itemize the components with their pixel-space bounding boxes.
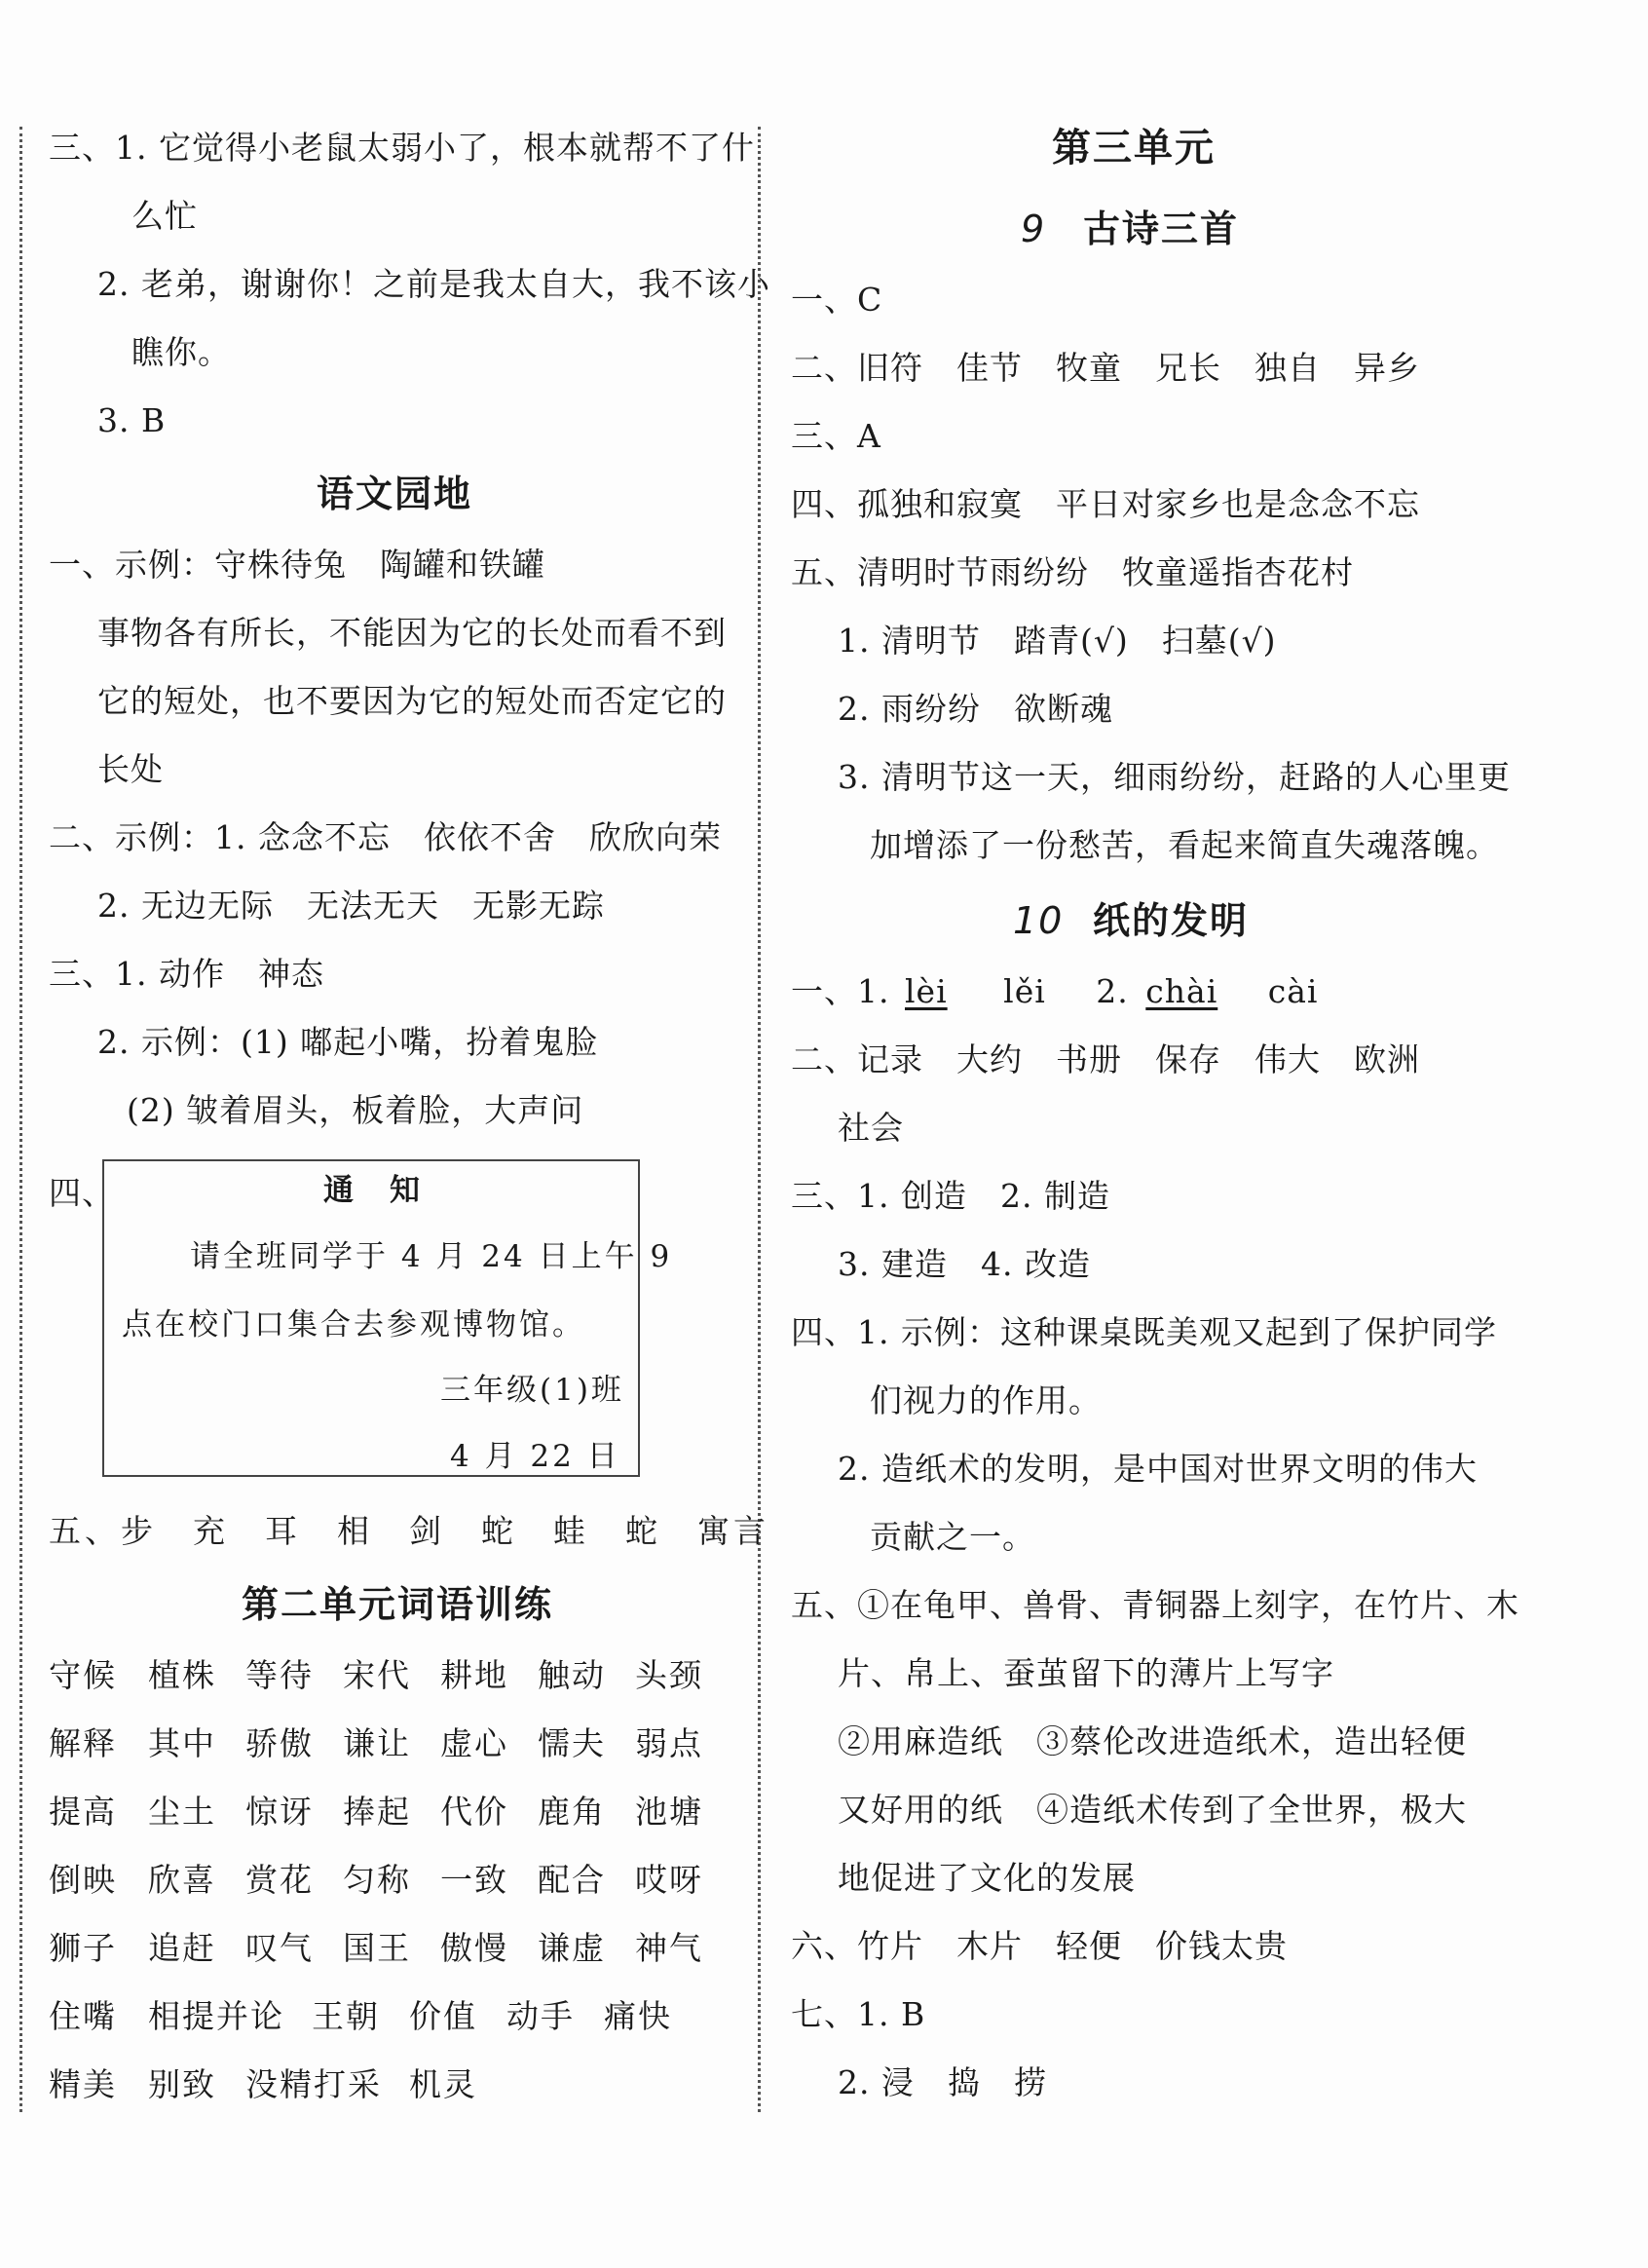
answer-line: 五、①在龟甲、兽骨、青铜器上刻字，在竹片、木: [791, 1586, 1519, 1624]
answer-line: 2. 雨纷纷 欲断魂: [838, 690, 1113, 728]
word-item: 懦夫: [538, 1724, 606, 1762]
word-item: 别致: [148, 2065, 216, 2103]
word-item: 惊讶: [245, 1793, 314, 1831]
answer-line: 五、步 充 耳 相 剑 蛇 蛙 蛇 寓言: [49, 1512, 769, 1550]
answer-line: 2. 无边无际 无法无天 无影无踪: [97, 887, 605, 925]
column-divider: [758, 127, 761, 2112]
word-item: 哎呀: [635, 1861, 703, 1899]
word-item: 谦虚: [538, 1929, 606, 1967]
answer-line: 长处: [97, 750, 164, 788]
answer-line: 3. B: [97, 401, 167, 439]
word-item: 代价: [440, 1793, 508, 1831]
notice-signer: 三年级(1)班: [440, 1373, 624, 1408]
word-item: 解释: [49, 1724, 117, 1762]
word-item: 谦让: [343, 1724, 411, 1762]
answer-line: 二、示例：1. 念念不忘 依依不舍 欣欣向荣: [49, 818, 722, 856]
answer-line: 3. 清明节这一天，细雨纷纷，赶路的人心里更: [838, 758, 1511, 796]
answer-line: 2. 老弟，谢谢你！之前是我太自大，我不该小: [97, 265, 770, 303]
answer-line: 3. 建造 4. 改造: [838, 1245, 1091, 1283]
notice-title: 通 知: [323, 1173, 423, 1208]
answer-line: 片、帛上、蚕茧留下的薄片上写字: [838, 1654, 1334, 1692]
word-item: 没精打采: [245, 2065, 382, 2103]
notice-box: [102, 1159, 673, 1477]
word-item: 捧起: [343, 1793, 411, 1831]
answer-line: 二、记录 大约 书册 保存 伟大 欧洲: [791, 1040, 1420, 1078]
section-heading: 语文园地: [317, 472, 473, 515]
word-item: 等待: [245, 1656, 314, 1694]
word-item: 尘土: [148, 1793, 216, 1831]
word-item: 提高: [49, 1793, 117, 1831]
pinyin-prefix: 2.: [1096, 972, 1129, 1010]
word-item: 住嘴: [49, 1997, 117, 2035]
answer-line: 四、: [49, 1174, 115, 1212]
pinyin-option: lěi: [1003, 972, 1046, 1010]
word-item: 骄傲: [245, 1724, 314, 1762]
word-item: 动手: [506, 1997, 575, 2035]
answer-line: 三、1. 创造 2. 制造: [791, 1177, 1110, 1215]
word-item: 倒映: [49, 1861, 117, 1899]
answer-line: 一、C: [791, 281, 883, 319]
pinyin-line: [791, 972, 1318, 1011]
word-item: 欣喜: [148, 1861, 216, 1899]
answer-line: 社会: [838, 1109, 904, 1147]
word-item: 鹿角: [538, 1793, 606, 1831]
answer-line: 们视力的作用。: [870, 1381, 1102, 1419]
notice-body: 点在校门口集合去参观博物馆。: [122, 1307, 585, 1342]
answer-line: 一、示例：守株待兔 陶罐和铁罐: [49, 546, 545, 584]
word-item: 植株: [148, 1656, 216, 1694]
answer-line: 又好用的纸 ④造纸术传到了全世界，极大: [838, 1791, 1467, 1829]
word-item: 机灵: [409, 2065, 477, 2103]
answer-line: 三、1. 动作 神态: [49, 955, 324, 993]
word-item: 神气: [635, 1929, 703, 1967]
unit-title: 第三单元: [1052, 126, 1216, 170]
notice-date: 4 月 22 日: [450, 1439, 620, 1474]
answer-line: 四、孤独和寂寞 平日对家乡也是念念不忘: [791, 485, 1420, 523]
word-item: 一致: [440, 1861, 508, 1899]
answer-line: 1. 清明节 踏青(√) 扫墓(√): [838, 622, 1277, 660]
answer-line: 地促进了文化的发展: [838, 1859, 1136, 1897]
answer-line: 六、竹片 木片 轻便 价钱太贵: [791, 1927, 1288, 1965]
word-item: 守候: [49, 1656, 117, 1694]
word-item: 弱点: [635, 1724, 703, 1762]
word-item: 池塘: [635, 1793, 703, 1831]
word-item: 狮子: [49, 1929, 117, 1967]
word-item: 触动: [538, 1656, 606, 1694]
word-item: 相提并论: [148, 1997, 284, 2035]
column-divider: [19, 127, 22, 2112]
answer-line: 三、A: [791, 417, 881, 455]
answer-line: 贡献之一。: [870, 1518, 1035, 1556]
pinyin-prefix: 一、1.: [791, 972, 890, 1010]
answer-line: 三、1. 它觉得小老鼠太弱小了，根本就帮不了什: [49, 129, 755, 167]
answer-line: 事物各有所长，不能因为它的长处而看不到: [97, 614, 727, 652]
word-item: 傲慢: [440, 1929, 508, 1967]
word-item: 虚心: [440, 1724, 508, 1762]
answer-line: (2) 皱着眉头，板着脸，大声问: [127, 1091, 584, 1129]
word-item: 叹气: [245, 1929, 314, 1967]
section-heading: 第二单元词语训练: [242, 1583, 554, 1626]
word-item: 头颈: [635, 1656, 703, 1694]
word-item: 王朝: [312, 1997, 380, 2035]
answer-line: 七、1. B: [791, 1995, 926, 2033]
pinyin-answer: chài: [1145, 972, 1218, 1010]
word-item: 精美: [49, 2065, 117, 2103]
answer-line: 2. 示例：(1) 嘟起小嘴，扮着鬼脸: [97, 1023, 599, 1061]
word-item: 痛快: [604, 1997, 672, 2035]
pinyin-answer: lèi: [905, 972, 948, 1010]
answer-line: 五、清明时节雨纷纷 牧童遥指杏花村: [791, 553, 1354, 591]
word-item: 赏花: [245, 1861, 314, 1899]
lesson-title: 古诗三首: [1083, 208, 1240, 250]
answer-line: 2. 浸 捣 捞: [838, 2063, 1047, 2101]
answer-line: 它的短处，也不要因为它的短处而否定它的: [97, 682, 727, 720]
word-item: 配合: [538, 1861, 606, 1899]
word-item: 价值: [409, 1997, 477, 2035]
answer-line: 2. 造纸术的发明，是中国对世界文明的伟大: [838, 1450, 1478, 1488]
word-item: 追赶: [148, 1929, 216, 1967]
answer-line: 四、1. 示例：这种课桌既美观又起到了保护同学: [791, 1313, 1497, 1351]
answer-line: 二、旧符 佳节 牧童 兄长 独自 异乡: [791, 349, 1420, 387]
word-item: 宋代: [343, 1656, 411, 1694]
notice-body: 请全班同学于 4 月 24 日上午 9: [190, 1239, 673, 1274]
answer-line: 么忙: [131, 197, 198, 235]
word-item: 其中: [148, 1724, 216, 1762]
word-item: 匀称: [343, 1861, 411, 1899]
word-item: 国王: [343, 1929, 411, 1967]
pinyin-option: cài: [1267, 972, 1319, 1010]
lesson-title: 纸的发明: [1093, 899, 1250, 942]
word-item: 耕地: [440, 1656, 508, 1694]
answer-line: 加增添了一份愁苦，看起来简直失魂落魄。: [870, 826, 1499, 864]
answer-line: ②用麻造纸 ③蔡伦改进造纸术，造出轻便: [838, 1722, 1467, 1760]
lesson-number: 9: [1021, 208, 1047, 250]
lesson-number: 10: [1013, 899, 1065, 942]
answer-line: 瞧你。: [131, 333, 231, 371]
